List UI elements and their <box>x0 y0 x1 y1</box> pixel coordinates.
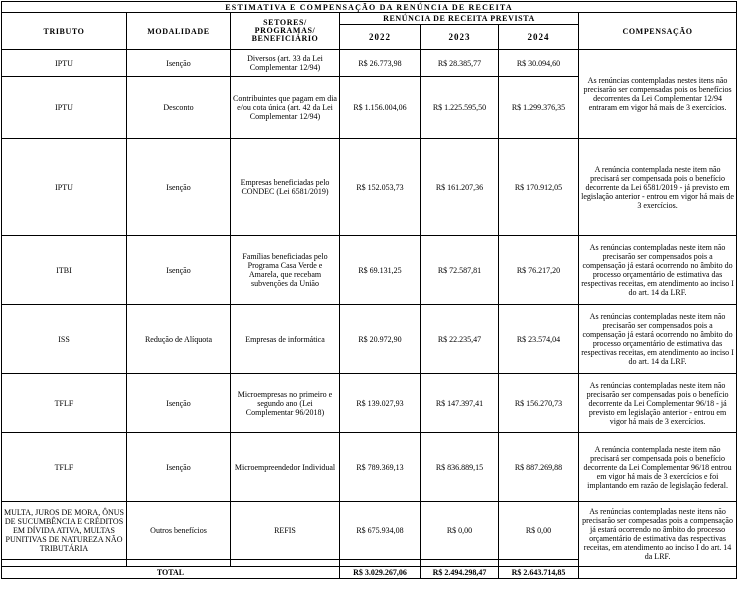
cell-value-2023: R$ 28.385,77 <box>421 50 499 77</box>
cell-value-2022: R$ 1.156.004,06 <box>340 77 421 139</box>
cell-compensacao: A renúncia contemplada neste item não precisará ser compensada pois o benefício decorrente da Lei 6581/2019 - já previsto em legislação anterior - entrou em vigor há mais de 3 exercícios. <box>579 139 737 236</box>
cell-setores: Microempresas no primeiro e segundo ano (Lei Complementar 96/2018) <box>231 374 340 433</box>
cell-value-2024: R$ 0,00 <box>499 502 579 560</box>
cell-setores: Diversos (art. 33 da Lei Complementar 12/94) <box>231 50 340 77</box>
cell-value-2022: R$ 26.773,98 <box>340 50 421 77</box>
cell-tributo: IPTU <box>2 77 127 139</box>
cell-setores: Contribuintes que pagam em dia e/ou cota única (art. 42 da Lei Complementar 12/94) <box>231 77 340 139</box>
cell-setores: Empresas beneficiadas pelo CONDEC (Lei 6581/2019) <box>231 139 340 236</box>
total-value-2023: R$ 2.494.298,47 <box>421 567 499 579</box>
table-row <box>2 139 737 236</box>
cell-value-2023: R$ 161.207,36 <box>421 139 499 236</box>
header-modalidade: MODALIDADE <box>127 13 231 50</box>
cell-tributo: IPTU <box>2 139 127 236</box>
header-renuncia: RENÚNCIA DE RECEITA PREVISTA <box>340 13 579 25</box>
cell-compensacao: As renúncias contempladas neste item não precisarão ser compensados pois a compensação já estará ocorrendo no âmbito do processo orçamentário de estimativa das respectivas receitas, em atendimento ao inciso I do art. 14 da LRF. <box>579 236 737 305</box>
total-label: TOTAL <box>2 567 340 579</box>
total-empty-cell <box>579 567 737 579</box>
table-row <box>2 50 737 77</box>
cell-tributo: ISS <box>2 305 127 374</box>
cell-modalidade: Isenção <box>127 374 231 433</box>
cell-modalidade: Outros benefícios <box>127 502 231 560</box>
table-row <box>2 433 737 502</box>
spacer-cell <box>231 560 340 567</box>
cell-setores: Famílias beneficiadas pelo Programa Casa Verde e Amarela, que recebam subvenções da União <box>231 236 340 305</box>
spacer-cell <box>340 560 421 567</box>
cell-setores: REFIS <box>231 502 340 560</box>
header-tributo: TRIBUTO <box>2 13 127 50</box>
cell-value-2022: R$ 69.131,25 <box>340 236 421 305</box>
title-row <box>2 2 737 13</box>
cell-setores: Microempreendedor Individual <box>231 433 340 502</box>
cell-tributo: ITBI <box>2 236 127 305</box>
table-row <box>2 502 737 560</box>
cell-value-2024: R$ 1.299.376,35 <box>499 77 579 139</box>
cell-compensacao: As renúncias contempladas neste item não precisarão ser compensados pois a compensação já estará ocorrendo no âmbito do processo orçamentário de estimativa das respectivas receitas, em atendimento ao inciso I do art. 14 da LRF. <box>579 305 737 374</box>
cell-tributo: TFLF <box>2 433 127 502</box>
cell-value-2023: R$ 0,00 <box>421 502 499 560</box>
renuncia-table <box>1 1 737 579</box>
cell-modalidade: Isenção <box>127 139 231 236</box>
cell-compensacao: As renúncias contempladas neste itens não precisarão ser compesadas pois a compensação já estará ocorrendo no âmbito do processo orçamentário de estimativa das respectivas receitas, em atendimento ao inciso I do art. 14 da LRF. <box>579 502 737 567</box>
spacer-cell <box>127 560 231 567</box>
cell-modalidade: Isenção <box>127 236 231 305</box>
cell-modalidade: Redução de Alíquota <box>127 305 231 374</box>
cell-value-2023: R$ 72.587,81 <box>421 236 499 305</box>
cell-value-2023: R$ 1.225.595,50 <box>421 77 499 139</box>
cell-tributo: TFLF <box>2 374 127 433</box>
header-year-2023: 2023 <box>421 25 499 50</box>
table-row <box>2 374 737 433</box>
cell-setores: Empresas de informática <box>231 305 340 374</box>
spacer-cell <box>421 560 499 567</box>
cell-value-2022: R$ 139.027,93 <box>340 374 421 433</box>
cell-modalidade: Isenção <box>127 433 231 502</box>
table-title: ESTIMATIVA E COMPENSAÇÃO DA RENÚNCIA DE RECEITA <box>2 2 737 13</box>
cell-tributo: IPTU <box>2 50 127 77</box>
header-setores: SETORES/ PROGRAMAS/ BENEFICIÁRIO <box>231 13 340 50</box>
header-row-1 <box>2 13 737 25</box>
cell-compensacao: As renúncias contempladas nestes itens não precisarão ser compensadas pois os benefícios decorrentes da Lei Complementar 12/94 entraram em vigor há mais de 3 exercícios. <box>579 50 737 139</box>
table-row <box>2 305 737 374</box>
header-compensacao: COMPENSAÇÃO <box>579 13 737 50</box>
total-row <box>2 567 737 579</box>
cell-value-2023: R$ 836.889,15 <box>421 433 499 502</box>
cell-value-2024: R$ 23.574,04 <box>499 305 579 374</box>
cell-value-2022: R$ 675.934,08 <box>340 502 421 560</box>
cell-value-2024: R$ 170.912,05 <box>499 139 579 236</box>
cell-value-2022: R$ 152.053,73 <box>340 139 421 236</box>
header-year-2024: 2024 <box>499 25 579 50</box>
cell-compensacao: As renúncias contempladas neste item não precisarão ser compensadas pois o benefício decorrente da Lei Complementar 96/18 - já previsto em legislação anterior - entrou em vigor há mais de 3 exercícios. <box>579 374 737 433</box>
cell-tributo: MULTA, JUROS DE MORA, ÔNUS DE SUCUMBÊNCIA E CRÉDITOS EM DÍVIDA ATIVA, MULTAS PUNITIVAS DE NATUREZA NÃO TRIBUTÁRIA <box>2 502 127 560</box>
cell-value-2022: R$ 789.369,13 <box>340 433 421 502</box>
cell-value-2022: R$ 20.972,90 <box>340 305 421 374</box>
spacer-cell <box>2 560 127 567</box>
spacer-cell <box>499 560 579 567</box>
cell-value-2024: R$ 76.217,20 <box>499 236 579 305</box>
total-value-2022: R$ 3.029.267,06 <box>340 567 421 579</box>
header-year-2022: 2022 <box>340 25 421 50</box>
cell-value-2023: R$ 22.235,47 <box>421 305 499 374</box>
cell-compensacao: A renúncia contemplada neste item não precisará ser compensada pois o benefício decorrente da Lei Complementar 96/18 entrou em vigor há mais de 3 exercícios e foi implantando em razão de legislação federal. <box>579 433 737 502</box>
cell-modalidade: Desconto <box>127 77 231 139</box>
cell-value-2023: R$ 147.397,41 <box>421 374 499 433</box>
cell-value-2024: R$ 156.270,73 <box>499 374 579 433</box>
total-value-2024: R$ 2.643.714,85 <box>499 567 579 579</box>
table-row <box>2 236 737 305</box>
cell-value-2024: R$ 30.094,60 <box>499 50 579 77</box>
cell-value-2024: R$ 887.269,88 <box>499 433 579 502</box>
cell-modalidade: Isenção <box>127 50 231 77</box>
